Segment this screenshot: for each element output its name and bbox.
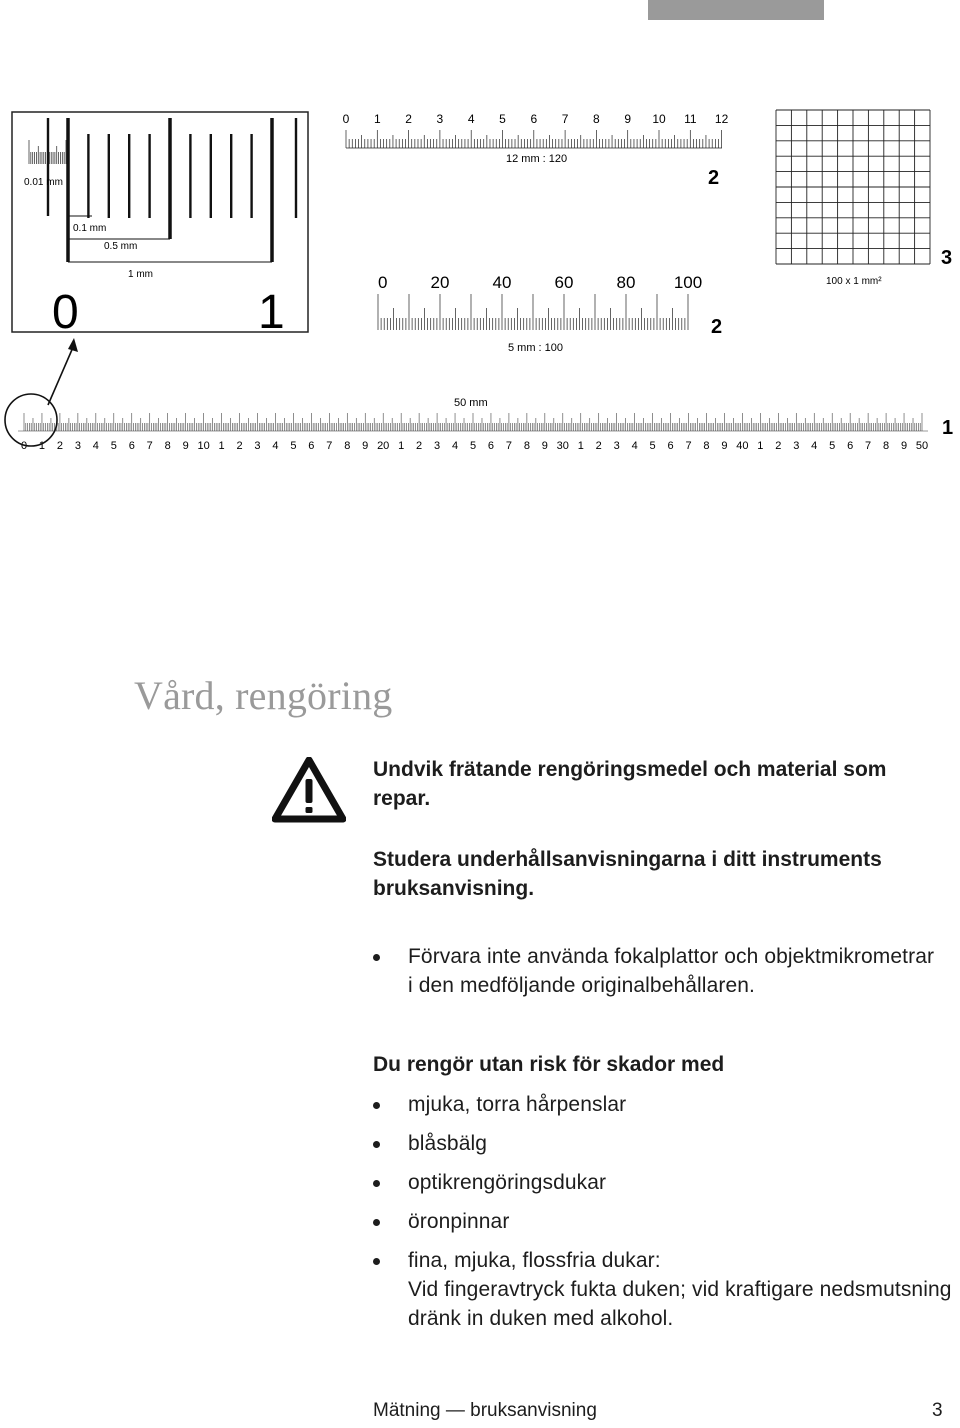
scale-number: 1 — [577, 440, 584, 452]
scale-number: 6 — [308, 440, 315, 452]
scale-number: 8 — [344, 440, 351, 452]
scale-number: 2 — [775, 440, 782, 452]
scale-number: 4 — [272, 440, 279, 452]
marker-2-top: 2 — [708, 167, 720, 189]
marker-2-bottom: 2 — [711, 316, 723, 338]
caption-grid: 100 x 1 mm² — [826, 276, 882, 287]
list-item — [373, 1129, 953, 1158]
list-item — [373, 942, 943, 1000]
scale-number: 50 — [915, 440, 929, 452]
bullet-dot — [373, 1219, 380, 1226]
scale-number: 5 — [110, 440, 117, 452]
scale-number: 2 — [56, 440, 63, 452]
scale-number: 8 — [523, 440, 530, 452]
clean-heading: Du rengör utan risk för skador med — [373, 1053, 725, 1076]
marker-1: 1 — [942, 417, 954, 439]
scale-number: 4 — [451, 440, 459, 452]
clean-item-0: mjuka, torra hårpenslar — [408, 1093, 627, 1116]
scale-number: 4 — [811, 440, 818, 452]
clean-item-2: optikrengöringsdukar — [408, 1171, 607, 1194]
scale-number: 0 — [20, 440, 28, 452]
scale-number: 6 — [487, 440, 495, 452]
scale-number: 1 — [218, 440, 225, 452]
scale-number: 3 — [74, 440, 81, 452]
panel2-bottom-numbers — [378, 273, 702, 292]
scale-number: 6 — [128, 440, 135, 452]
scale-number: 9 — [541, 440, 548, 452]
scale-number: 9 — [362, 440, 369, 452]
scale-number: 6 — [530, 112, 538, 126]
scale-number: 4 — [631, 440, 638, 452]
marker-3: 3 — [941, 247, 953, 269]
scale-number: 3 — [436, 112, 444, 126]
caption-5mm: 5 mm : 100 — [508, 342, 564, 354]
panel2-top-ticks — [346, 130, 722, 148]
warning-icon — [272, 757, 346, 823]
clean-item-3: öronpinnar — [408, 1210, 510, 1233]
label-01mm: 0.1 mm — [73, 223, 107, 234]
scale-number: 40 — [736, 440, 749, 452]
grid-100x1mm — [776, 110, 930, 264]
scale-number: 9 — [624, 112, 632, 126]
scale-number: 20 — [377, 440, 390, 452]
page-number: 3 — [932, 1400, 943, 1421]
panel2-top-numbers — [343, 112, 729, 126]
scale-number: 7 — [326, 440, 333, 452]
scale-number: 7 — [685, 440, 692, 452]
big-digit-0: 0 — [52, 286, 79, 339]
clean-items-list — [373, 1090, 953, 1333]
scale-number: 4 — [92, 440, 99, 452]
scale-number: 5 — [829, 440, 836, 452]
scale-number: 8 — [164, 440, 171, 452]
scale-number: 6 — [847, 440, 854, 452]
storage-bullet-list — [373, 942, 943, 1000]
magnify-circle — [5, 394, 57, 446]
scale-number: 0 — [378, 273, 388, 292]
scale-number: 6 — [667, 440, 674, 452]
scale-number: 7 — [865, 440, 872, 452]
scale-number: 11 — [684, 112, 697, 126]
label-001mm: 0.01 mm — [24, 177, 63, 188]
scale-number: 9 — [182, 440, 189, 452]
scale50-ticks — [24, 413, 922, 431]
scale-number: 2 — [405, 112, 412, 126]
scale-number: 1 — [373, 112, 381, 126]
scale-number: 3 — [434, 440, 441, 452]
scale-number: 2 — [236, 440, 243, 452]
scale-number: 1 — [398, 440, 405, 452]
scale-number: 7 — [146, 440, 153, 452]
caption-50mm: 50 mm — [454, 397, 488, 409]
scale-number: 7 — [505, 440, 512, 452]
panel2-bottom-ticks — [378, 294, 688, 330]
label-1mm: 1 mm — [128, 269, 153, 280]
scale-number: 5 — [290, 440, 297, 452]
caption-12mm: 12 mm : 120 — [506, 153, 568, 165]
section-heading: Vård, rengöring — [134, 673, 393, 718]
scale-number: 2 — [595, 440, 602, 452]
scale-number: 20 — [430, 273, 450, 292]
panel1-dimension-arrows — [48, 216, 272, 405]
scale-number: 8 — [593, 112, 600, 126]
list-item — [373, 1168, 953, 1197]
scale-number: 0 — [342, 112, 350, 126]
store-bullet-text: Förvara inte använda fokalplattor och objektmikrometrar i den medföljande originalbehållaren. — [408, 945, 935, 997]
scale-number: 5 — [649, 440, 656, 452]
list-item — [373, 1207, 953, 1236]
micrometer-scales-figure — [0, 0, 960, 470]
scale-number: 10 — [652, 112, 666, 126]
clean-item-4-line1: fina, mjuka, flossfria dukar: — [408, 1249, 661, 1272]
scale-number: 3 — [613, 440, 620, 452]
warning-text: Undvik frätande rengöringsmedel och material som repar. — [373, 758, 887, 810]
list-item — [373, 1090, 953, 1119]
bullet-dot — [373, 1102, 380, 1109]
scale-number: 80 — [616, 273, 636, 292]
scale-number: 9 — [721, 440, 728, 452]
big-digit-1: 1 — [258, 286, 285, 339]
scale-number: 5 — [499, 112, 506, 126]
bullet-dot — [373, 1258, 380, 1265]
clean-item-4-line2: Vid fingeravtryck fukta duken; vid kraftigare nedsmutsning dränk in duken med alkohol. — [408, 1278, 952, 1330]
scale-number: 4 — [467, 112, 475, 126]
clean-item-1: blåsbälg — [408, 1132, 488, 1155]
scale-number: 1 — [38, 440, 46, 452]
scale-number: 5 — [469, 440, 477, 452]
scale-number: 7 — [561, 112, 569, 126]
label-05mm: 0.5 mm — [104, 241, 138, 252]
scale-number: 1 — [757, 440, 764, 452]
study-text: Studera underhållsanvisningarna i ditt instruments bruksanvisning. — [373, 848, 882, 900]
bullet-dot — [373, 1141, 380, 1148]
scale-number: 60 — [554, 273, 574, 292]
scale-number: 2 — [416, 440, 423, 452]
scale-number: 3 — [793, 440, 800, 452]
pointer-arrowhead — [68, 338, 78, 352]
scale-number: 100 — [673, 273, 703, 292]
bullet-dot — [373, 954, 380, 961]
scale-number: 40 — [492, 273, 512, 292]
scale-number: 8 — [703, 440, 710, 452]
bullet-dot — [373, 1180, 380, 1187]
panel1-coarse-ticks — [48, 118, 296, 262]
scale-number: 30 — [556, 440, 569, 452]
scale-number: 12 — [714, 112, 729, 126]
scale50-numbers — [21, 440, 928, 452]
list-item — [373, 1246, 953, 1333]
footer-title: Mätning — bruksanvisning — [373, 1400, 597, 1421]
scale-number: 10 — [197, 440, 210, 452]
scale-number: 8 — [883, 440, 890, 452]
scale-number: 3 — [254, 440, 261, 452]
scale-number: 9 — [900, 440, 908, 452]
